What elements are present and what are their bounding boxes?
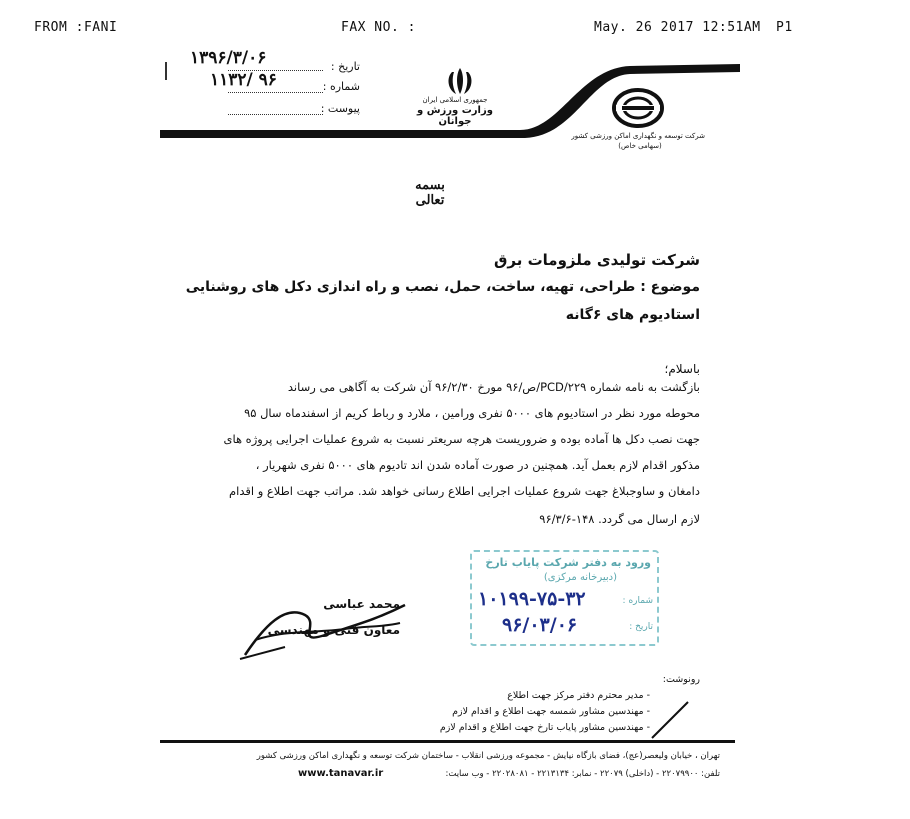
date-value: ۱۳۹۶/۳/۰۶ xyxy=(190,48,267,68)
stamp-number-label: شماره : xyxy=(622,596,653,606)
number-label: شماره : xyxy=(322,80,360,93)
handwritten-signature xyxy=(225,585,415,665)
date-label: تاریخ : xyxy=(330,60,360,73)
stamp-date-label: تاریخ : xyxy=(629,622,653,632)
fax-page: P1 xyxy=(776,20,793,35)
footer-address: تهران ، خیابان ولیعصر(عج)، فضای بازگاه نیایش - مجموعه ورزشی انقلاب - ساختمان شرکت توسعه و نگهداری اماکن ورزشی کشور xyxy=(256,751,720,761)
fax-number: FAX NO. : xyxy=(341,20,416,35)
body-line-2: محوطه مورد نظر در استادیوم های ۵۰۰۰ نفری ورامین ، ملارد و رباط کریم از اسفندماه سال ۹۵ xyxy=(244,406,700,420)
recipient: شرکت تولیدی ملزومات برق xyxy=(494,251,700,269)
footer-rule xyxy=(160,740,735,743)
cc-heading: رونوشت: xyxy=(662,674,700,685)
footer-website: www.tanavar.ir xyxy=(298,768,384,779)
cc-line-2: - مهندسین مشاور شمسه جهت اطلاع و اقدام لازم xyxy=(452,706,650,717)
subject-line2: استادیوم های ۶گانه xyxy=(565,307,700,323)
stamp-subtitle: (دبیرخانه مرکزی) xyxy=(543,572,617,583)
ministry-line1: جمهوری اسلامی ایران xyxy=(422,96,488,104)
number-value: ۱۱۳۲/ ۹۶ xyxy=(210,70,277,90)
signature-title: معاون فنی و مهندسی xyxy=(267,623,400,637)
stamp-title: ورود به دفتر شرکت پایاب تارخ xyxy=(485,556,651,569)
body-line-3: جهت نصب دکل ها آماده بوده و ضروریست هرچه سریعتر نسبت به شروع عملیات اجرایی پروژه های xyxy=(223,432,700,446)
ministry-line2: وزارت ورزش و جوانان xyxy=(417,105,493,127)
body-line-4: مذکور اقدام لازم بعمل آید. همچنین در صورت آماده شدن اند تادیوم های ۵۰۰۰ نفری شهریار ، xyxy=(255,458,700,472)
company-logo-text: شرکت توسعه و نگهداری اماکن ورزشی کشور xyxy=(571,132,705,140)
cc-line-3: - مهندسین مشاور پایاب تارخ جهت اطلاع و اقدام لازم xyxy=(439,722,650,733)
received-stamp xyxy=(470,550,659,646)
stamp-number-value: ۱۰۱۹۹-۷۵-۳۲ xyxy=(478,588,586,610)
attachment-label: پیوست : xyxy=(320,102,360,115)
body-line-1: بازگشت به نامه شماره PCD/۲۲۹/ص/۹۶ مورخ ۹۶/۲/۳۰ آن شرکت به آگاهی می رساند xyxy=(287,380,700,394)
company-logo-sub: (سهامی خاص) xyxy=(618,142,662,150)
cc-line-1: - مدیر محترم دفتر مرکز جهت اطلاع xyxy=(507,690,650,701)
company-logo-icon xyxy=(612,88,664,128)
invocation: بسمه تعالی xyxy=(415,178,445,208)
body-line-5: دامغان و ساوجبلاغ جهت شروع عملیات اجرایی اطلاع رسانی خواهد شد. مراتب جهت اطلاع و اقدام xyxy=(229,484,700,498)
signature-name: محمد عباسی xyxy=(323,597,400,611)
subject-line1: موضوع : طراحی، تهیه، ساخت، حمل، نصب و راه اندازی دکل های روشنایی xyxy=(185,279,700,295)
cc-mark xyxy=(650,700,690,740)
footer-contacts: تلفن: ۲۲۰۷۹۹۰۰ - (داخلی) ۲۲۰۷۹ - نمابر: ۲۲۱۳۱۳۴ - ۲۲۰۲۸۰۸۱ - وب سایت: xyxy=(445,769,720,779)
fax-from: FROM :FANI xyxy=(34,20,118,35)
body-line-6: لازم ارسال می گردد. ۱۴۸-۹۶/۳/۶ xyxy=(539,512,700,526)
stamp-date-value: ۹۶/۰۳/۰۶ xyxy=(502,614,578,636)
fax-datetime: May. 26 2017 12:51AM xyxy=(594,20,761,35)
greeting: باسلام؛ xyxy=(664,362,700,376)
